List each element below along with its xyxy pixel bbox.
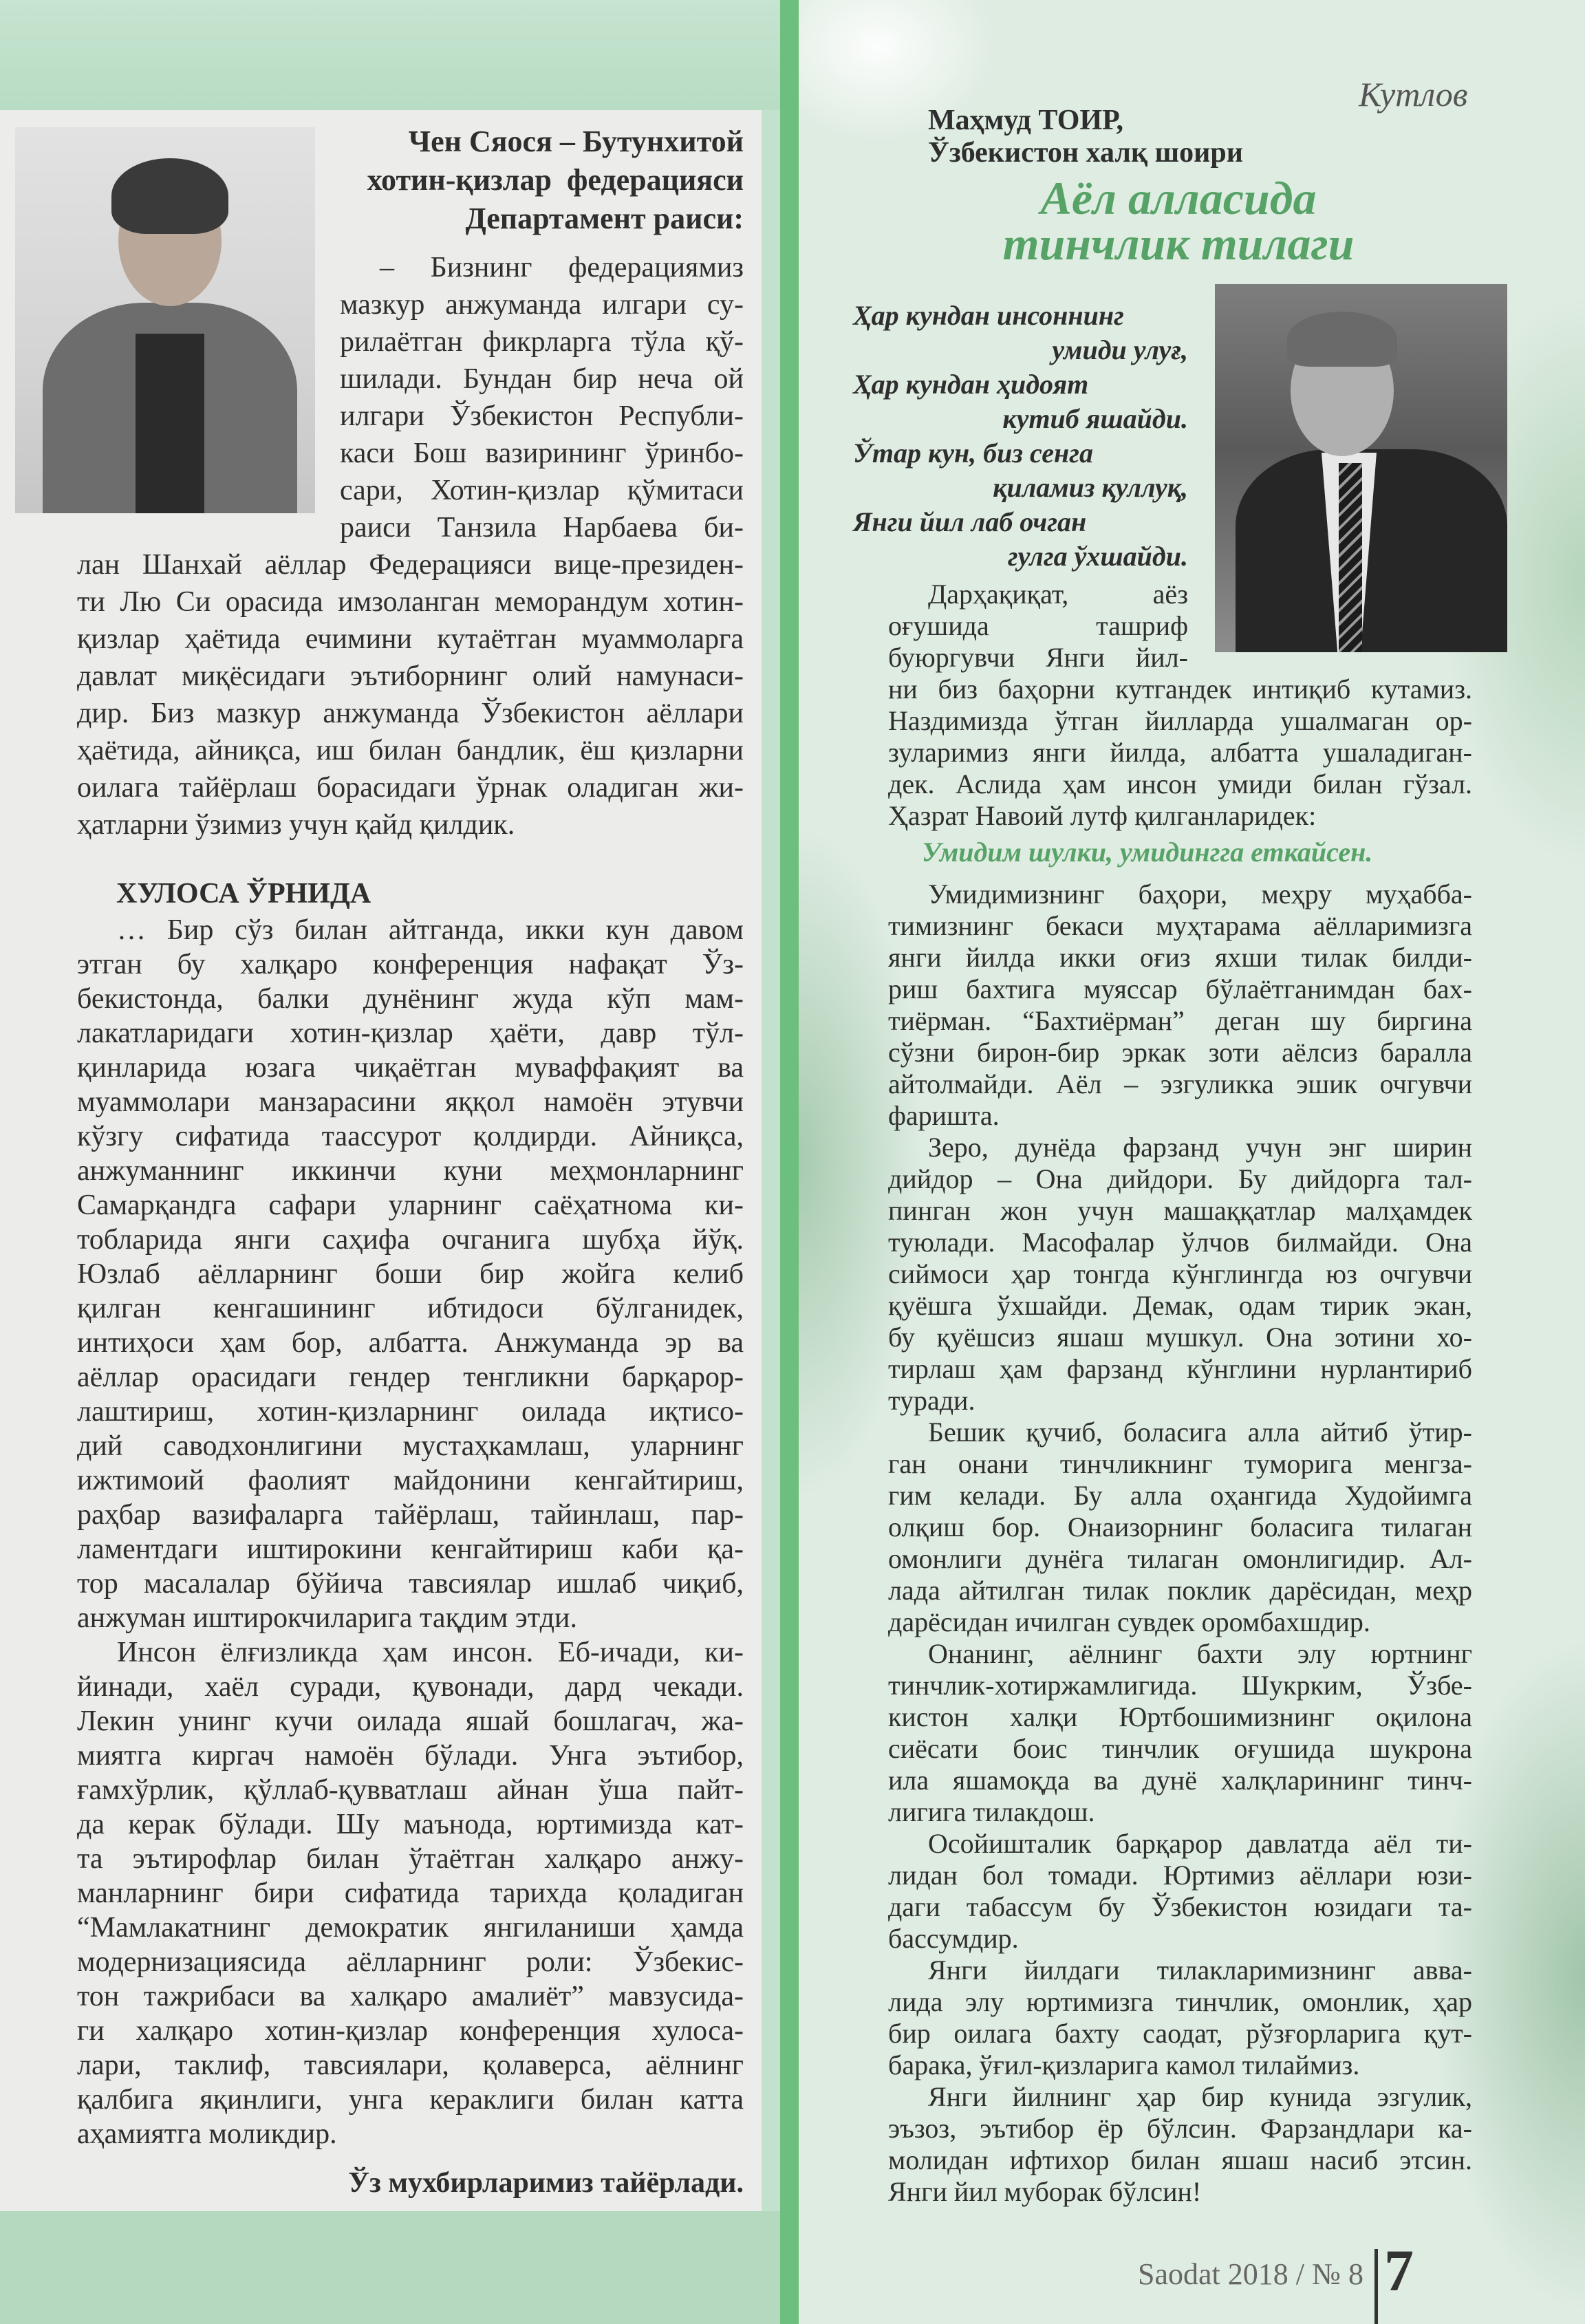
bottom-decorative-band (0, 2211, 780, 2324)
text-line: гим келади. Бу алла оҳангида Худойимга (888, 1480, 1472, 1511)
text-line: олқиш бор. Онаизорнинг боласига тилаган (888, 1511, 1472, 1542)
text-line: ламентдаги иштирокини кенгайтириш каби қа- (77, 1534, 744, 1565)
text-line: Бешик қучиб, боласига алла айтиб ўтир- (928, 1417, 1472, 1448)
text-line: Юзлаб аёлларнинг боши бир жойга келиб (77, 1258, 744, 1290)
text-line: туюлади. Масофалар ўлчов билмайди. Она (888, 1227, 1472, 1258)
text-line: ни биз баҳорни кутгандек интиқиб кутамиз. (888, 674, 1472, 704)
text-line: илгари Ўзбекистон Республи- (340, 400, 744, 432)
text-line: Янги йил муборак бўлсин! (888, 2176, 1202, 2207)
text-line: тор масалалар бўйича тавсиялар ишлаб чиқиб, (77, 1568, 744, 1600)
text-line: дарёсидан ичилган сувдек оромбахшдир. (888, 1606, 1370, 1637)
text-line: тон тажрибаси ва халқаро амалиёт” мавзусида- (77, 1981, 744, 2012)
text-line: сўзни бирон-бир эркак зоти аёлсиз баралла (888, 1037, 1472, 1068)
text-line: этган бу халқаро конференция нафақат Ўз- (77, 949, 744, 980)
text-line: лигига тилакдош. (888, 1796, 1095, 1827)
text-line: ила яшамоқда ва дунё халқларининг тинч- (888, 1765, 1472, 1796)
photo-chen-syaosya (15, 127, 315, 513)
text-line: барака, ўғил-қизларига камол тилаймиз. (888, 2049, 1360, 2080)
text-line: давлат миқёсидаги эътиборнинг олий намунаси- (77, 660, 744, 692)
text-line: лари, таклиф, тавсиялари, қолаверса, аёлнинг (77, 2049, 744, 2081)
text-line: та эътирофлар билан ўтаётган халқаро анжу- (77, 1843, 744, 1875)
text-line: “Мамлакатнинг демократик янгиланиши ҳамда (77, 1912, 744, 1944)
text-line: … Бир сўз билан айтганда, икки кун давом (117, 914, 744, 946)
text-line: омонлиги дунёга тилаган омонлигидир. Ал- (888, 1543, 1472, 1574)
text-line: кистон халқи Юртбошимизнинг оқилона (888, 1701, 1472, 1732)
text-line: манларнинг бири сифатида тарихда қоладиган (77, 1878, 744, 1909)
text-line: қуёшга ўхшайди. Демак, одам тирик экан, (888, 1290, 1472, 1321)
poem-line: Янги йил лаб очган (853, 506, 1087, 537)
page-number: 7 (1384, 2237, 1414, 2303)
text-line: мазкур анжуманда илгари су- (340, 289, 744, 321)
article-text-wide (888, 674, 1472, 832)
text-line: интиҳоси ҳам бор, албатта. Анжуманда эр ва (77, 1327, 744, 1359)
text-line: қилган кенгашининг ибтидоси бўлганидек, (77, 1293, 744, 1324)
text-line: йинади, хаёл суради, қувонади, дард чекади. (77, 1671, 744, 1703)
title-line: Аёл алласида (1040, 172, 1317, 224)
text-line: муаммолари манзарасини яққол намоён этувчи (77, 1086, 744, 1118)
text-line: туради. (888, 1385, 975, 1416)
title-line: тинчлик тилаги (1002, 217, 1355, 270)
text-line: ҳатларни ўзимиз учун қайд қилдик. (77, 809, 515, 841)
text-line: Наздимизда ўтган йилларда ушалмаган ор- (888, 705, 1472, 736)
navoi-quote: Умидим шулки, умидингга еткайсен. (922, 837, 1373, 868)
text-line: модернизациясида аёлларнинг роли: Ўзбекис- (77, 1946, 744, 1978)
text-line: қалбига яқинлиги, унга кераклиги билан катта (77, 2084, 744, 2116)
text-line: каси Бош вазирининг ўринбо- (340, 438, 744, 469)
text-line: Осойишталик барқарор давлатда аёл ти- (928, 1828, 1472, 1859)
heading-line: Чен Сяося – Бутунхитой (408, 125, 744, 158)
text-line: тимизнинг бекаси муҳтарама аёлларимизга (888, 910, 1472, 941)
conclusion-text (77, 913, 744, 2151)
text-line: бу қуёшсиз яшаш мушкул. Она зотини хо- (888, 1322, 1472, 1353)
text-line: Янги йилдаги тилакларимизнинг авва- (928, 1955, 1472, 1986)
poem-line: умиди улуғ, (1052, 334, 1188, 365)
text-line: Янги йилнинг ҳар бир кунида эзгулик, (928, 2081, 1472, 2112)
text-line: бир оилага бахту саодат, рўзғорларига қут- (888, 2018, 1472, 2049)
text-line: сари, Хотин-қизлар қўмитаси (340, 475, 744, 506)
text-line: аҳамиятга моликдир. (77, 2118, 337, 2150)
text-line: бассумдир. (888, 1923, 1019, 1954)
text-line: эъзоз, эътибор ёр бўлсин. Фарзандлари ка- (888, 2113, 1472, 2144)
poem-epigraph (853, 299, 1188, 574)
article-body (888, 879, 1472, 2208)
poem-line: гулга ўхшайди. (1007, 541, 1188, 572)
text-line: Дарҳақиқат, аёз (928, 579, 1188, 610)
interview-text-narrow (340, 249, 744, 546)
text-line: оилага тайёрлаш борасидаги ўрнак оладиган жи- (77, 772, 744, 804)
text-line: оғушида ташриф (888, 610, 1188, 641)
text-line: ган онани тинчликнинг туморига менгза- (888, 1448, 1472, 1479)
page-spine-stripe (780, 0, 799, 2324)
heading-line: Департамент раиси: (465, 202, 744, 235)
text-line: раҳбар вазифаларга тайёрлаш, тайинлаш, пар- (77, 1499, 744, 1531)
text-line: Онанинг, аёлнинг бахти элу юртнинг (928, 1638, 1472, 1669)
poem-line: қиламиз қуллуқ, (993, 472, 1188, 503)
text-line: Ҳазрат Навоий лутф қилганларидек: (888, 800, 1317, 831)
text-line: анжуман иштирокчиларига тақдим этди. (77, 1602, 577, 1634)
text-line: сиймоси ҳар тонгда кўнглингда юз очгувчи (888, 1258, 1472, 1289)
poem-line: кутиб яшайди. (1002, 403, 1188, 434)
text-line: шилади. Бундан бир неча ой (340, 363, 744, 395)
text-line: рилаётган фикрларга тўла қў- (340, 326, 744, 358)
text-line: да керак бўлади. Шу маънода, юртимизда кат- (77, 1809, 744, 1840)
photo-mahmud-toir (1215, 284, 1507, 652)
author-block (928, 105, 1243, 169)
text-line: дийдор – Она дийдори. Бу дийдорга тал- (888, 1163, 1472, 1194)
text-line: ги халқаро хотин-қизлар конференция хулоса- (77, 2015, 744, 2047)
text-line: Умидимизнинг баҳори, меҳру муҳабба- (928, 879, 1472, 910)
article-text-narrow (888, 579, 1188, 674)
section-label: Кутлов (1359, 75, 1468, 114)
text-line: кўзгу сифатида таассурот қолдирди. Айниқса, (77, 1121, 744, 1152)
author-title: Ўзбекистон халқ шоири (928, 137, 1243, 169)
text-line: аёллар орасидаги гендер тенгликни барқарор- (77, 1362, 744, 1393)
conclusion-heading: ХУЛОСА ЎРНИДА (116, 878, 371, 910)
text-line: зуларимиз янги йилда, албатта ушаладиган- (888, 737, 1472, 768)
text-line: ғамхўрлик, қўллаб-қувватлаш айнан ўша пайт- (77, 1774, 744, 1806)
text-line: Инсон ёлғизликда ҳам инсон. Еб-ичади, ки- (117, 1637, 744, 1668)
text-line: сиёсати боис тинчлик оғушида шукрона (888, 1733, 1472, 1764)
text-line: – Бизнинг федерациямиз (380, 252, 744, 283)
top-decorative-band (0, 0, 780, 110)
text-line: молидан ифтихор билан яшаш насиб этсин. (888, 2144, 1472, 2175)
text-line: бекистонда, балки дунёнинг жуда кўп мам- (77, 983, 744, 1015)
article-signature: Ўз мухбирларимиз тайёрлади. (348, 2167, 744, 2199)
poem-line: Ҳар кундан ҳидоят (853, 369, 1089, 400)
text-line: тинчлик-хотиржамлигида. Шукрким, Ўзбе- (888, 1670, 1472, 1701)
text-line: анжуманнинг иккинчи куни меҳмонларнинг (77, 1155, 744, 1187)
text-line: Самарқандга сафари уларнинг саёҳатнома ки- (77, 1190, 744, 1221)
text-line: лидан бол томади. Юртимиз аёллари юзи- (888, 1860, 1472, 1891)
text-line: фаришта. (888, 1100, 1000, 1131)
text-line: Лекин унинг кучи оилада яшай бошлагач, жа- (77, 1706, 744, 1737)
text-line: лакатларидаги хотин-қизлар ҳаёти, давр тўл- (77, 1018, 744, 1049)
footer-divider (1374, 2249, 1378, 2324)
text-line: ижтимоий фаолият майдонини кенгайтириш, (77, 1465, 744, 1496)
text-line: янги йилда икки оғиз яхши тилак билди- (888, 942, 1472, 973)
text-line: дир. Биз мазкур анжуманда Ўзбекистон аёллари (77, 698, 744, 729)
article-title (922, 172, 1435, 270)
text-line: буюргувчи Янги йил- (888, 642, 1188, 673)
text-line: дий саводхонлигини мустаҳкамлаш, уларнинг (77, 1430, 744, 1462)
text-line: тиёрман. “Бахтиёрман” деган шу биргина (888, 1005, 1472, 1036)
footer-issue: Saodat 2018 / № 8 (1138, 2257, 1363, 2291)
text-line: тобларида янги саҳифа очганига шубҳа йўқ. (77, 1224, 744, 1256)
interview-text-wide (77, 546, 744, 843)
author-name: Маҳмуд ТОИР, (928, 105, 1124, 136)
poem-line: Ҳар кундан инсоннинг (853, 300, 1124, 331)
text-line: лада айтилган тилак поклик дарёсидан, меҳр (888, 1575, 1472, 1606)
text-line: Зеро, дунёда фарзанд учун энг ширин (928, 1132, 1472, 1163)
text-line: ти Лю Си орасида имзоланган меморандум хотин- (77, 586, 744, 618)
text-line: ҳаётида, айниқса, иш билан бандлик, ёш қизларни (77, 735, 744, 766)
heading-line: хотин-қизлар федерацияси (367, 163, 744, 197)
text-line: тирлаш ҳам фарзанд кўнглини нурлантириб (888, 1353, 1472, 1384)
text-line: даги табассум бу Ўзбекистон юзидаги та- (888, 1891, 1472, 1922)
text-line: пинган жон учун машаққатлар малҳамдек (888, 1195, 1472, 1226)
text-line: миятга киргач намоён бўлади. Унга эътибор, (77, 1740, 744, 1772)
text-line: раиси Танзила Нарбаева би- (340, 512, 744, 544)
text-line: дек. Аслида ҳам инсон умиди билан гўзал. (888, 768, 1472, 799)
text-line: айтолмайди. Аёл – эзгуликка эшик очгувчи (888, 1068, 1472, 1099)
text-line: лаштириш, хотин-қизларнинг оилада иқтисо- (77, 1396, 744, 1428)
text-line: лида элу юртимизга тинчлик, омонлик, ҳар (888, 1986, 1472, 2017)
text-line: риш бахтига муяссар бўлаётганимдан бах- (888, 973, 1472, 1004)
text-line: лан Шанхай аёллар Федерацияси вице-президен- (77, 549, 744, 581)
text-line: қинларида юзага чиқаётган муваффақият ва (77, 1052, 744, 1084)
interviewee-heading (340, 122, 744, 238)
text-line: қизлар ҳаётида ечимини кутаётган муаммоларга (77, 623, 744, 655)
poem-line: Ўтар кун, биз сенга (853, 438, 1093, 469)
